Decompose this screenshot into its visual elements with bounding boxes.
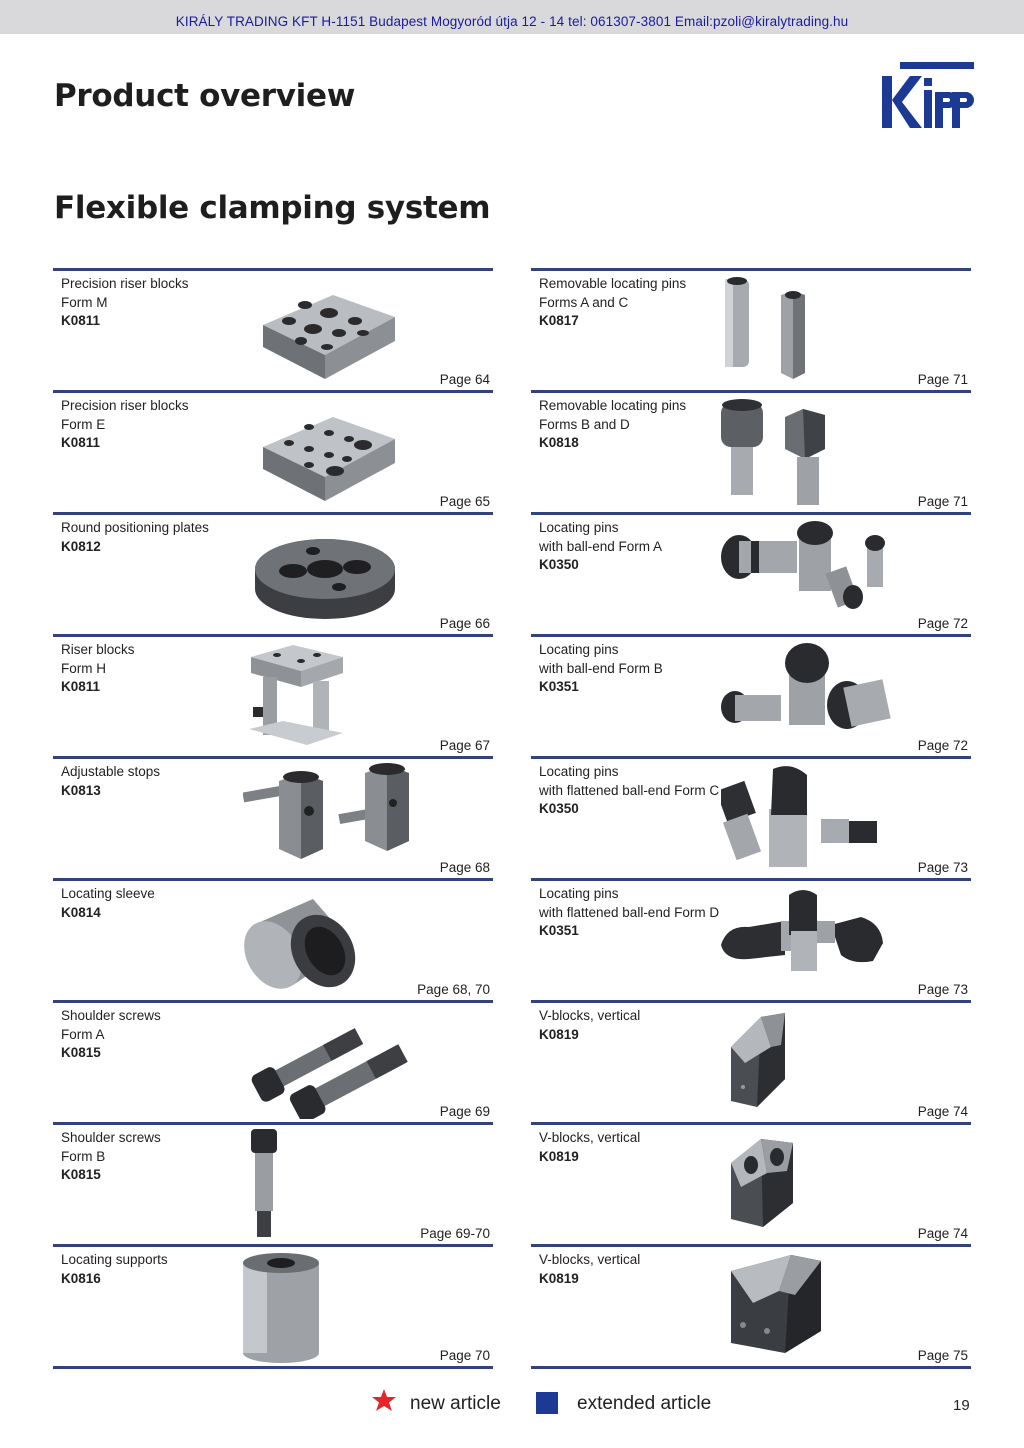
product-code: K0350 xyxy=(539,801,579,816)
page-reference[interactable]: Page 68, 70 xyxy=(417,982,490,997)
product-entry[interactable] xyxy=(531,1000,971,1122)
v-block-3-icon xyxy=(721,1251,891,1363)
product-code: K0817 xyxy=(539,313,579,328)
page-reference[interactable]: Page 64 xyxy=(439,372,490,387)
section-title: Flexible clamping system xyxy=(54,190,491,226)
pins-bd-icon xyxy=(721,397,891,509)
page-reference[interactable]: Page 72 xyxy=(917,616,968,631)
product-code: K0811 xyxy=(61,435,101,450)
product-entry[interactable] xyxy=(53,512,493,634)
flat-pins-c-icon xyxy=(721,763,891,875)
product-form: with flattened ball-end Form D xyxy=(539,904,720,920)
page-reference[interactable]: Page 70 xyxy=(439,1348,490,1363)
page-reference[interactable]: Page 75 xyxy=(917,1348,968,1363)
product-code: K0819 xyxy=(539,1270,579,1286)
product-entry[interactable] xyxy=(531,268,971,390)
product-entry[interactable] xyxy=(531,390,971,512)
product-column-left xyxy=(53,268,493,1369)
product-entry[interactable] xyxy=(53,756,493,878)
product-form: Form B xyxy=(61,1148,106,1164)
page-reference[interactable]: Page 73 xyxy=(917,860,968,875)
product-entry[interactable] xyxy=(53,268,493,390)
product-entry[interactable] xyxy=(53,1000,493,1122)
page-reference[interactable]: Page 67 xyxy=(439,738,490,753)
v-block-1-icon xyxy=(721,1007,891,1119)
v-block-2-icon xyxy=(721,1129,891,1241)
page-reference[interactable]: Page 68 xyxy=(439,860,490,875)
page-reference[interactable]: Page 73 xyxy=(917,982,968,997)
product-name: Locating supports xyxy=(61,1252,168,1267)
product-entry[interactable] xyxy=(531,1122,971,1244)
product-name: Precision riser blocks xyxy=(61,398,189,413)
product-code: K0811 xyxy=(61,679,101,694)
product-form: Form A xyxy=(61,1026,105,1042)
product-entry[interactable] xyxy=(53,878,493,1000)
product-column-right xyxy=(531,268,971,1369)
product-code: K0350 xyxy=(539,557,579,572)
pins-ac-icon xyxy=(721,275,891,387)
product-form: Forms A and C xyxy=(539,294,629,310)
kipp-logo xyxy=(882,62,974,130)
product-code: K0812 xyxy=(61,538,101,554)
product-code: K0814 xyxy=(61,904,101,920)
ball-pins-b-icon xyxy=(721,641,891,753)
page-reference[interactable]: Page 66 xyxy=(439,616,490,631)
page-reference[interactable]: Page 74 xyxy=(917,1104,968,1119)
product-form: with ball-end Form B xyxy=(539,660,663,676)
product-name: Locating pins xyxy=(539,642,619,657)
star-icon xyxy=(372,1389,396,1413)
product-code: K0815 xyxy=(61,1045,101,1060)
riser-block-h-icon xyxy=(243,641,413,753)
product-code: K0351 xyxy=(539,923,579,938)
product-form: Form E xyxy=(61,416,106,432)
page-reference[interactable]: Page 71 xyxy=(917,372,968,387)
product-code: K0811 xyxy=(61,313,101,328)
legend-extended-label: extended article xyxy=(577,1393,712,1414)
product-form: Forms B and D xyxy=(539,416,630,432)
product-code: K0351 xyxy=(539,679,579,694)
page-title: Product overview xyxy=(54,78,356,114)
product-entry[interactable] xyxy=(531,1244,971,1369)
product-code: K0819 xyxy=(539,1026,579,1042)
product-name: Locating pins xyxy=(539,764,619,779)
product-entry[interactable] xyxy=(531,512,971,634)
header-contact-bar: KIRÁLY TRADING KFT H-1151 Budapest Mogyoród útja 12 - 14 tel: 061307-3801 Email:pzoli@kiralytrading.hu xyxy=(0,0,1024,34)
flat-pins-d-icon xyxy=(721,885,891,997)
square-icon xyxy=(536,1392,558,1414)
product-name: Locating pins xyxy=(539,886,619,901)
product-entry[interactable] xyxy=(53,390,493,512)
product-code: K0818 xyxy=(539,435,579,450)
product-name: Removable locating pins xyxy=(539,276,687,291)
sleeve-icon xyxy=(243,885,413,997)
product-entry[interactable] xyxy=(531,878,971,1000)
page-reference[interactable]: Page 71 xyxy=(917,494,968,509)
product-form: with ball-end Form A xyxy=(539,538,663,554)
product-code: K0815 xyxy=(61,1167,101,1182)
product-entry[interactable] xyxy=(53,1244,493,1369)
page-reference[interactable]: Page 69-70 xyxy=(420,1226,490,1241)
riser-block-e-icon xyxy=(243,397,413,509)
page-reference[interactable]: Page 65 xyxy=(439,494,490,509)
page-reference[interactable]: Page 69 xyxy=(439,1104,490,1119)
page-reference[interactable]: Page 72 xyxy=(917,738,968,753)
product-form: Form H xyxy=(61,660,106,676)
product-name: Riser blocks xyxy=(61,642,135,657)
shoulder-screw-b-icon xyxy=(243,1129,413,1241)
product-entry[interactable] xyxy=(53,1122,493,1244)
page-number: 19 xyxy=(953,1397,970,1414)
product-code: K0816 xyxy=(61,1270,101,1286)
product-name: V-blocks, vertical xyxy=(539,1252,641,1267)
product-entry[interactable] xyxy=(531,634,971,756)
product-entry[interactable] xyxy=(531,756,971,878)
product-form: Form M xyxy=(61,294,108,310)
product-name: Round positioning plates xyxy=(61,520,209,535)
product-name: Shoulder screws xyxy=(61,1130,161,1145)
product-name: Adjustable stops xyxy=(61,764,161,779)
support-icon xyxy=(243,1251,413,1363)
product-entry[interactable] xyxy=(53,634,493,756)
product-name: V-blocks, vertical xyxy=(539,1130,641,1145)
page-reference[interactable]: Page 74 xyxy=(917,1226,968,1241)
product-code: K0819 xyxy=(539,1148,579,1164)
shoulder-screw-a-icon xyxy=(243,1007,413,1119)
product-name: Shoulder screws xyxy=(61,1008,161,1023)
product-name: Removable locating pins xyxy=(539,398,687,413)
product-name: Precision riser blocks xyxy=(61,276,189,291)
riser-block-m-icon xyxy=(243,275,413,387)
product-name: V-blocks, vertical xyxy=(539,1008,641,1023)
product-name: Locating pins xyxy=(539,520,619,535)
ball-pins-a-icon xyxy=(721,519,891,631)
legend-new-label: new article xyxy=(410,1393,501,1414)
product-form: with flattened ball-end Form C xyxy=(539,782,720,798)
adjustable-stop-icon xyxy=(243,763,413,875)
product-name: Locating sleeve xyxy=(61,886,155,901)
product-code: K0813 xyxy=(61,782,101,798)
round-plate-icon xyxy=(243,519,413,631)
